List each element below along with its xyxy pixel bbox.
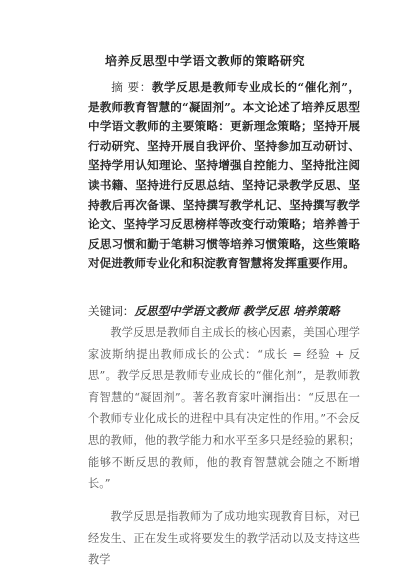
- paragraph-text: 教学反思是教师自主成长的核心因素，美国心理学家波斯纳提出教师成长的公式：“成长 = 经验 + 反思”。教学反思是教师专业成长的“催化剂”，是教师教育智慧的“凝固剂”。著名教育家叶澜指出：“反思在一个教师专业化成长的进程中具有决定性的作用。”不会反思的教师，他的教学能力和水平至多只是经验的累积；能够不断反思的教师，他的教育智慧就会随之不断增长。”: [88, 326, 360, 491]
- abstract-paragraph: [88, 78, 360, 274]
- abstract-label: 摘 要：: [111, 80, 152, 94]
- page-title: 培养反思型中学语文教师的策略研究: [104, 54, 305, 68]
- body-paragraph-2: [88, 506, 360, 571]
- keywords-value: 反思型中学语文教师 教学反思 培养策略: [134, 304, 340, 318]
- keywords: [88, 302, 378, 320]
- body-paragraph-1: [88, 322, 360, 495]
- paragraph-text: 教学反思是指教师为了成功地实现教育目标，对已经发生、正在发生或将要发生的教学活动以及支持这些教学: [88, 510, 360, 567]
- abstract: [88, 78, 360, 274]
- keywords-label: 关键词：: [88, 304, 135, 318]
- abstract-text: 教学反思是教师专业成长的“催化剂”，是教师教育智慧的“凝固剂”。本文论述了培养反思型中学语文教师的主要策略：更新理念策略；坚持开展行动研究、坚持开展自我评价、坚持参加互动研讨、坚持学用认知理论、坚持增强自控能力、坚持批注阅读书籍、坚持进行反思总结、坚持记录教学反思、坚持教后再次备课、坚持撰写教学札记、坚持撰写教学论文、坚持学习反思榜样等改变行动策略；培养善于反思习惯和勤于笔耕习惯等培养习惯策略，这些策略对促进教师专业化和积淀教育智慧将发挥重要作用。: [88, 80, 361, 271]
